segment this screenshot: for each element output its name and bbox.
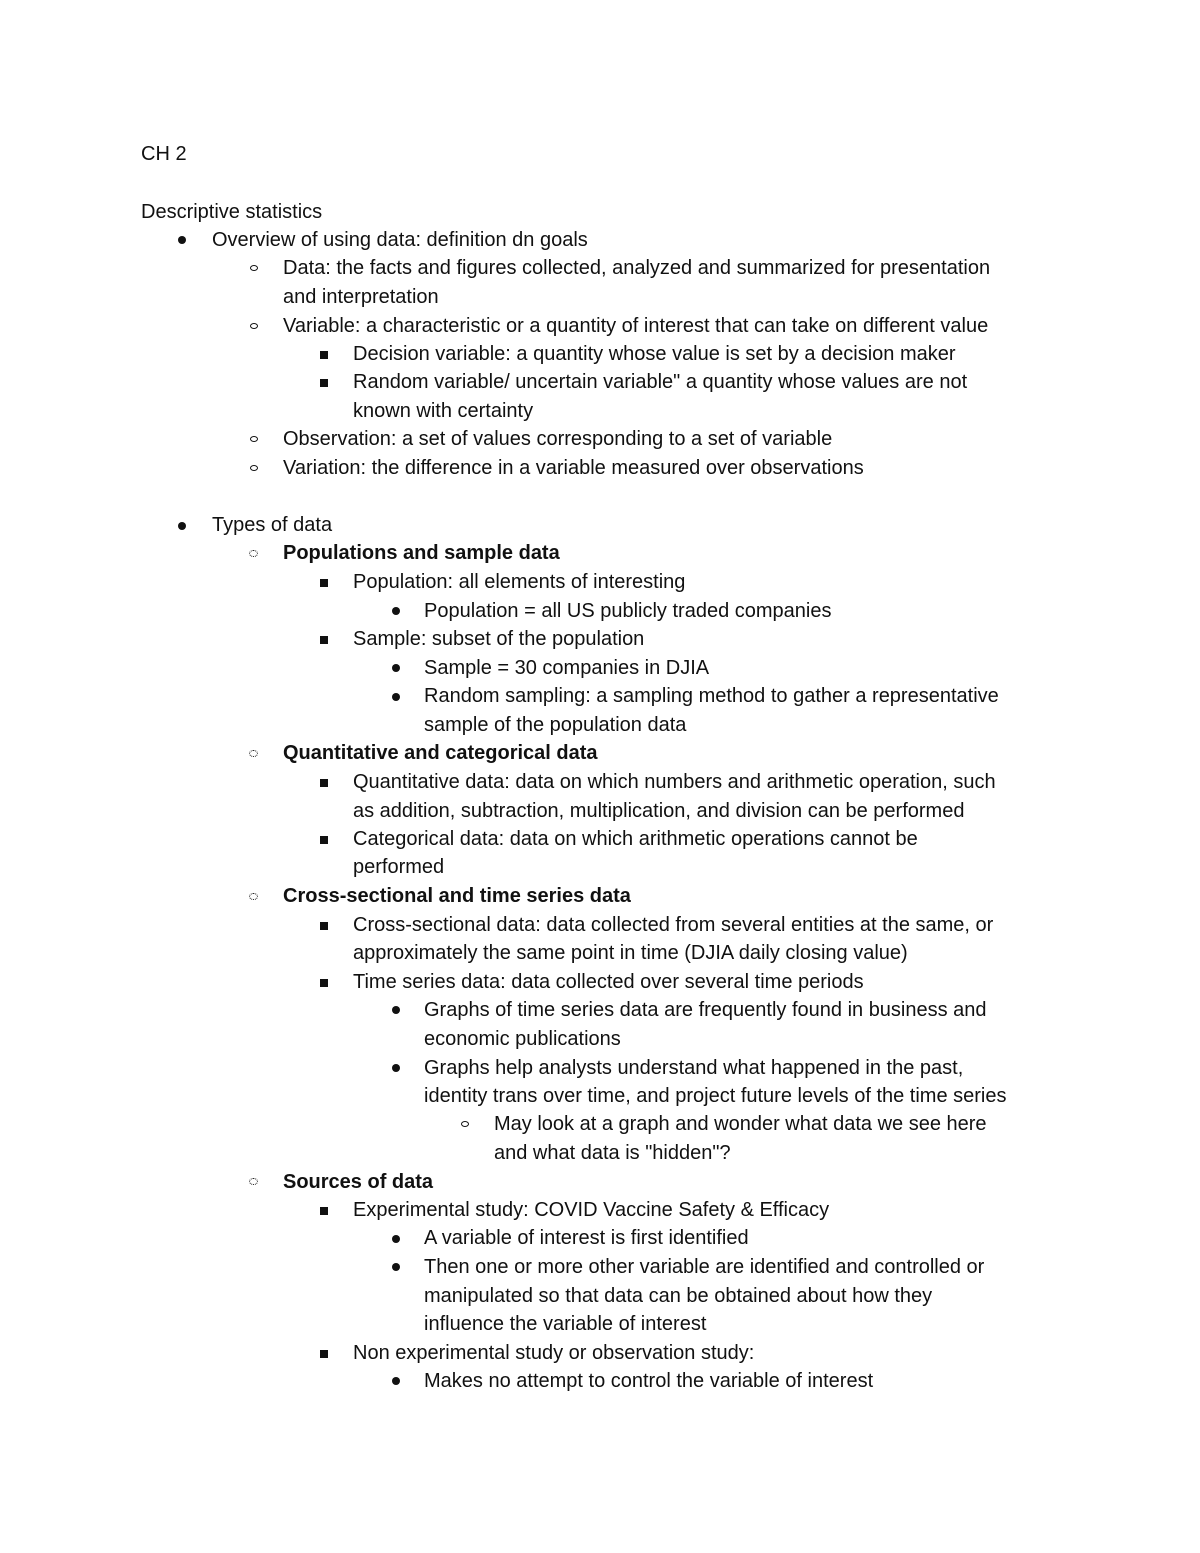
list-item-experimental-point-2-cont: manipulated so that data can be obtained about how they xyxy=(424,1285,933,1307)
list-item-random-sampling-cont: sample of the population data xyxy=(424,714,687,736)
square-bullet-icon xyxy=(320,922,328,930)
disc-bullet-icon xyxy=(392,1263,400,1271)
disc-bullet-icon xyxy=(392,1006,400,1014)
square-bullet-icon xyxy=(320,836,328,844)
list-item-time-series-def: Time series data: data collected over several time periods xyxy=(353,971,864,993)
square-bullet-icon xyxy=(320,379,328,387)
circle-bullet-icon xyxy=(250,465,258,471)
dotted-circle-bullet-icon xyxy=(249,550,258,557)
disc-bullet-icon xyxy=(392,1235,400,1243)
list-item-non-experimental-study: Non experimental study or observation study: xyxy=(353,1342,755,1364)
list-item-categorical-def: Categorical data: data on which arithmetic operations cannot be xyxy=(353,828,918,850)
subheading-quantitative-categorical: Quantitative and categorical data xyxy=(283,742,598,764)
disc-bullet-icon xyxy=(392,664,400,672)
square-bullet-icon xyxy=(320,1350,328,1358)
list-item-data-def: Data: the facts and figures collected, analyzed and summarized for presentation xyxy=(283,257,991,279)
list-item-categorical-def-cont: performed xyxy=(353,856,445,878)
dotted-circle-bullet-icon xyxy=(249,893,258,900)
list-item-types-of-data: Types of data xyxy=(212,514,333,536)
list-item-population-def: Population: all elements of interesting xyxy=(353,571,686,593)
disc-bullet-icon xyxy=(392,1064,400,1072)
list-item-random-variable-cont: known with certainty xyxy=(353,400,534,422)
page-heading: CH 2 xyxy=(141,143,187,165)
list-item-experimental-point-2-cont2: influence the variable of interest xyxy=(424,1313,707,1335)
list-item-quantitative-def-cont: as addition, subtraction, multiplication, and division can be performed xyxy=(353,800,965,822)
list-item-quantitative-def: Quantitative data: data on which numbers and arithmetic operation, such xyxy=(353,771,996,793)
list-item-observation-def: Observation: a set of values corresponding to a set of variable xyxy=(283,428,833,450)
list-item-graphs-time-series-cont: economic publications xyxy=(424,1028,621,1050)
circle-bullet-icon xyxy=(250,265,258,271)
list-item-population-example: Population = all US publicly traded companies xyxy=(424,600,832,622)
list-item-graphs-time-series: Graphs of time series data are frequently found in business and xyxy=(424,999,987,1021)
dotted-circle-bullet-icon xyxy=(249,1178,258,1185)
list-item-graphs-help: Graphs help analysts understand what happened in the past, xyxy=(424,1057,964,1079)
circle-bullet-icon xyxy=(250,436,258,442)
list-item-random-sampling: Random sampling: a sampling method to gather a representative xyxy=(424,685,999,707)
list-item-cross-sectional-def: Cross-sectional data: data collected from several entities at the same, or xyxy=(353,914,994,936)
subheading-populations-sample: Populations and sample data xyxy=(283,542,560,564)
dotted-circle-bullet-icon xyxy=(249,750,258,757)
circle-bullet-icon xyxy=(461,1121,469,1127)
subheading-cross-sectional-time-series: Cross-sectional and time series data xyxy=(283,885,631,907)
square-bullet-icon xyxy=(320,579,328,587)
list-item-decision-variable: Decision variable: a quantity whose value is set by a decision maker xyxy=(353,343,956,365)
disc-bullet-icon xyxy=(392,693,400,701)
list-item-experimental-point-1: A variable of interest is first identified xyxy=(424,1227,749,1249)
list-item-sample-example: Sample = 30 companies in DJIA xyxy=(424,657,710,679)
square-bullet-icon xyxy=(320,779,328,787)
list-item-variable-def: Variable: a characteristic or a quantity of interest that can take on different value xyxy=(283,315,989,337)
subheading-sources-of-data: Sources of data xyxy=(283,1171,434,1193)
disc-bullet-icon xyxy=(178,236,186,244)
list-item-sample-def: Sample: subset of the population xyxy=(353,628,645,650)
list-item-experimental-study: Experimental study: COVID Vaccine Safety & Efficacy xyxy=(353,1199,830,1221)
list-item-variation-def: Variation: the difference in a variable measured over observations xyxy=(283,457,864,479)
square-bullet-icon xyxy=(320,1207,328,1215)
square-bullet-icon xyxy=(320,351,328,359)
disc-bullet-icon xyxy=(392,607,400,615)
list-item-graphs-help-cont: identity trans over time, and project future levels of the time series xyxy=(424,1085,1007,1107)
list-item-experimental-point-2: Then one or more other variable are identified and controlled or xyxy=(424,1256,985,1278)
disc-bullet-icon xyxy=(178,522,186,530)
square-bullet-icon xyxy=(320,636,328,644)
section-title: Descriptive statistics xyxy=(141,201,323,223)
disc-bullet-icon xyxy=(392,1377,400,1385)
circle-bullet-icon xyxy=(250,323,258,329)
list-item-graph-wonder: May look at a graph and wonder what data we see here xyxy=(494,1113,987,1135)
list-item-non-experimental-point-1: Makes no attempt to control the variable of interest xyxy=(424,1370,874,1392)
list-item-graph-wonder-cont: and what data is "hidden"? xyxy=(494,1142,731,1164)
list-item-random-variable: Random variable/ uncertain variable" a quantity whose values are not xyxy=(353,371,968,393)
list-item-data-def-cont: and interpretation xyxy=(283,286,439,308)
list-item-cross-sectional-def-cont: approximately the same point in time (DJIA daily closing value) xyxy=(353,942,908,964)
square-bullet-icon xyxy=(320,979,328,987)
list-item-overview: Overview of using data: definition dn goals xyxy=(212,229,588,251)
